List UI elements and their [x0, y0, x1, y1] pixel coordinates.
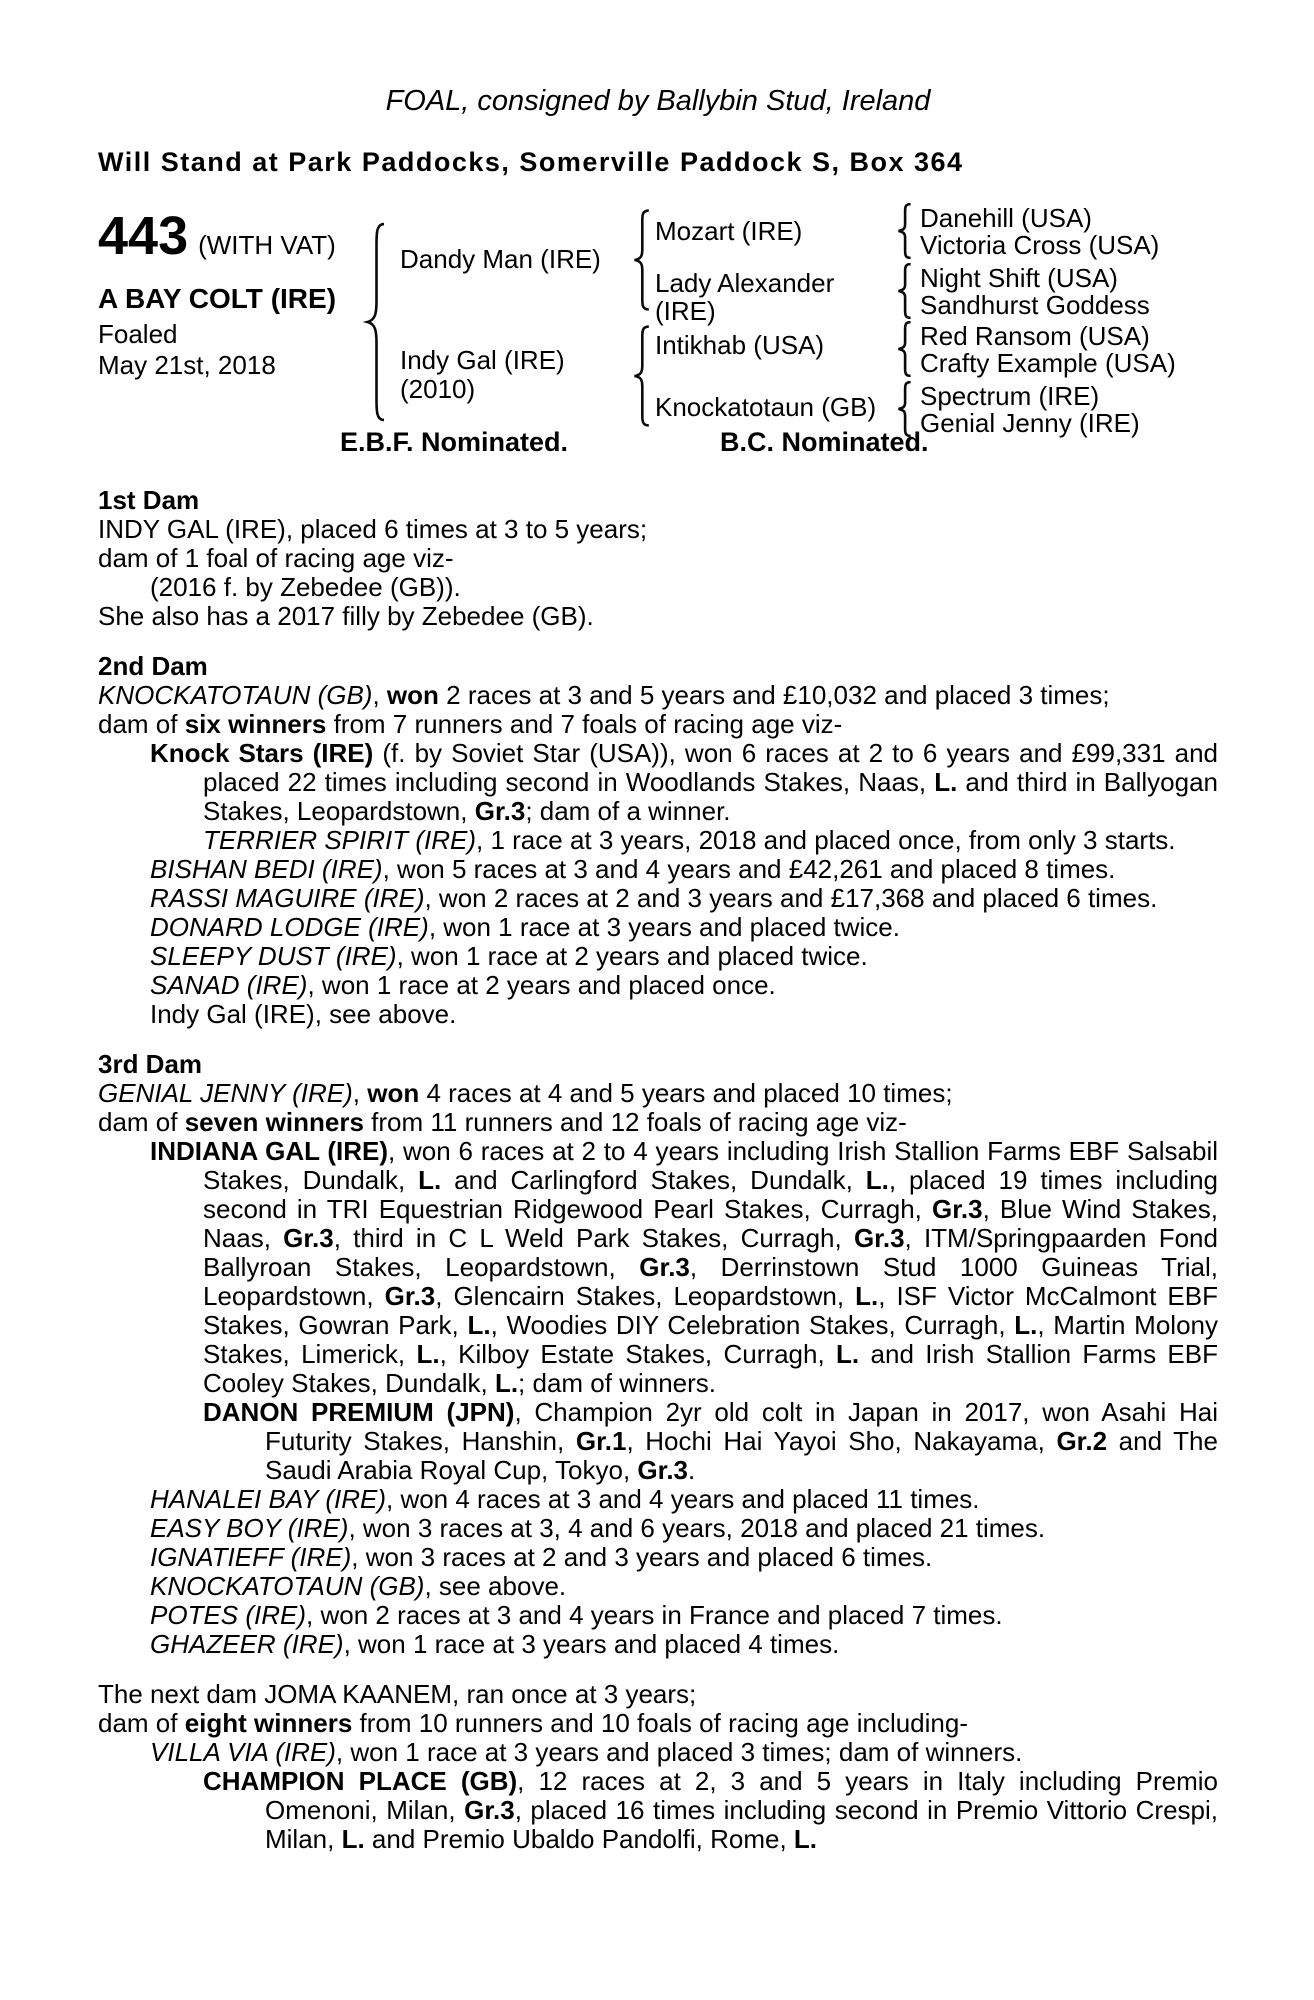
first-dam-heading: 1st Dam — [98, 485, 200, 515]
dam-year: (2010) — [400, 374, 476, 404]
parents-brace-icon — [360, 221, 390, 423]
sire-sire-dam-name: Victoria Cross (USA) — [920, 230, 1160, 260]
dam-sire-name: Intikhab (USA) — [655, 330, 825, 360]
first-dam-section — [98, 486, 1218, 631]
sire-sire-name: Mozart (IRE) — [655, 216, 803, 246]
entry-knock-stars: Knock Stars (IRE) (f. by Soviet Star (USA)), won 6 races at 2 to 6 years and £99,331 and placed 22 times including second in Woodlands Stakes, Naas, L. and third in Ballyogan Stakes, Leopardstown, Gr.3; dam of a winner. — [150, 738, 1218, 826]
entry-terrier-spirit: TERRIER SPIRIT (IRE), 1 race at 3 years, 2018 and placed once, from only 3 starts. — [203, 825, 1176, 855]
sire-parents-brace-icon — [628, 209, 654, 311]
foaled-date: May 21st, 2018 — [98, 350, 276, 380]
gg-brace-3-icon — [893, 321, 915, 377]
pedigree-table — [98, 203, 1218, 465]
entry-villa-via: VILLA VIA (IRE), won 1 race at 3 years and placed 3 times; dam of winners. — [150, 1737, 1023, 1767]
sire-dam-name: Lady Alexander (IRE) — [655, 268, 835, 326]
dam-sire-sire-name: Red Ransom (USA) — [920, 321, 1150, 351]
second-dam-race-record: KNOCKATOTAUN (GB), won 2 races at 3 and 5 years and £10,032 and placed 3 times; — [98, 680, 1110, 710]
entry-potes: POTES (IRE), won 2 races at 3 and 4 years in France and placed 7 times. — [150, 1600, 1003, 1630]
vat-note: (WITH VAT) — [198, 230, 336, 260]
first-dam-race-record: INDY GAL (IRE), placed 6 times at 3 to 5 years; — [98, 514, 648, 544]
gg-brace-2-icon — [893, 263, 915, 319]
second-dam-heading: 2nd Dam — [98, 651, 208, 681]
first-dam-produce-intro: dam of 1 foal of racing age viz- — [98, 543, 454, 573]
next-dam-race-record: The next dam JOMA KAANEM, ran once at 3 years; — [98, 1679, 697, 1709]
sire-name: Dandy Man (IRE) — [400, 244, 601, 274]
ebf-nominated-note: E.B.F. Nominated. — [340, 427, 569, 457]
consignor-line: FOAL, consigned by Ballybin Stud, Ireland — [385, 85, 931, 117]
gg-brace-1-icon — [893, 203, 915, 259]
dam-parents-brace-icon — [628, 325, 654, 427]
entry-hanalei-bay: HANALEI BAY (IRE), won 4 races at 3 and 4 years and placed 11 times. — [150, 1484, 980, 1514]
entry-ignatieff: IGNATIEFF (IRE), won 3 races at 2 and 3 years and placed 6 times. — [150, 1542, 933, 1572]
horse-name: A BAY COLT (IRE) — [98, 283, 337, 314]
entry-knockatotaun: KNOCKATOTAUN (GB), see above. — [150, 1571, 567, 1601]
third-dam-heading: 3rd Dam — [98, 1049, 203, 1079]
entry-rassi-maguire: RASSI MAGUIRE (IRE), won 2 races at 2 and 3 years and £17,368 and placed 6 times. — [150, 883, 1158, 913]
entry-2016-filly: (2016 f. by Zebedee (GB)). — [150, 572, 461, 602]
lot-number: 443 — [98, 206, 189, 266]
sire-dam-dam-name: Sandhurst Goddess — [920, 290, 1150, 320]
stand-location-line: Will Stand at Park Paddocks, Somerville Paddock S, Box 364 — [98, 147, 964, 177]
lot-line — [98, 206, 336, 266]
dam-dam-name: Knockatotaun (GB) — [655, 392, 877, 422]
entry-danon-premium: DANON PREMIUM (JPN), Champion 2yr old colt in Japan in 2017, won Asahi Hai Futurity Stakes, Hanshin, Gr.1, Hochi Hai Yayoi Sho, Nakayama, Gr.2 and The Saudi Arabia Royal Cup, Tokyo, Gr.3. — [203, 1397, 1218, 1485]
sire-dam-sire-name: Night Shift (USA) — [920, 263, 1118, 293]
next-dam-section — [98, 1680, 1218, 1854]
third-dam-produce-intro: dam of seven winners from 11 runners and 12 foals of racing age viz- — [98, 1107, 907, 1137]
dam-sire-dam-name: Crafty Example (USA) — [920, 348, 1176, 378]
entry-bishan-bedi: BISHAN BEDI (IRE), won 5 races at 3 and 4 years and £42,261 and placed 8 times. — [150, 854, 1116, 884]
entry-sleepy-dust: SLEEPY DUST (IRE), won 1 race at 2 years and placed twice. — [150, 941, 868, 971]
dam-dam-dam-name: Genial Jenny (IRE) — [920, 408, 1140, 438]
third-dam-race-record: GENIAL JENNY (IRE), won 4 races at 4 and 5 years and placed 10 times; — [98, 1078, 953, 1108]
sire-sire-sire-name: Danehill (USA) — [920, 203, 1092, 233]
next-dam-produce-intro: dam of eight winners from 10 runners and 10 foals of racing age including- — [98, 1708, 968, 1738]
entry-indy-gal: Indy Gal (IRE), see above. — [150, 999, 457, 1029]
entry-donard-lodge: DONARD LODGE (IRE), won 1 race at 3 years and placed twice. — [150, 912, 900, 942]
third-dam-section — [98, 1050, 1218, 1659]
entry-champion-place: CHAMPION PLACE (GB), 12 races at 2, 3 and 5 years in Italy including Premio Omenoni, Milan, Gr.3, placed 16 times including second in Premio Vittorio Crespi, Milan, L. and Premio Ubaldo Pandolfi, Rome, L. — [203, 1766, 1218, 1854]
bc-nominated-note: B.C. Nominated. — [720, 427, 929, 457]
dam-dam-sire-name: Spectrum (IRE) — [920, 381, 1100, 411]
second-dam-produce-intro: dam of six winners from 7 runners and 7 foals of racing age viz- — [98, 709, 843, 739]
entry-sanad: SANAD (IRE), won 1 race at 2 years and placed once. — [150, 970, 776, 1000]
entry-ghazeer: GHAZEER (IRE), won 1 race at 3 years and placed 4 times. — [150, 1629, 840, 1659]
entry-indiana-gal: INDIANA GAL (IRE), won 6 races at 2 to 4 years including Irish Stallion Farms EBF Salsabil Stakes, Dundalk, L. and Carlingford Stakes, Dundalk, L., placed 19 times including second in TRI Equestrian Ridgewood Pearl Stakes, Curragh, Gr.3, Blue Wind Stakes, Naas, Gr.3, third in C L Weld Park Stakes, Curragh, Gr.3, ITM/Springpaarden Fond Ballyroan Stakes, Leopardstown, Gr.3, Derrinstown Stud 1000 Guineas Trial, Leopardstown, Gr.3, Glencairn Stakes, Leopardstown, L., ISF Victor McCalmont EBF Stakes, Gowran Park, L., Woodies DIY Celebration Stakes, Curragh, L., Martin Molony Stakes, Limerick, L., Kilboy Estate Stakes, Curragh, L. and Irish Stallion Farms EBF Cooley Stakes, Dundalk, L.; dam of winners. — [150, 1136, 1219, 1398]
foaled-label: Foaled — [98, 319, 178, 349]
entry-easy-boy: EASY BOY (IRE), won 3 races at 3, 4 and 6 years, 2018 and placed 21 times. — [150, 1513, 1046, 1543]
dam-name: Indy Gal (IRE) — [400, 345, 565, 375]
second-dam-section — [98, 652, 1218, 1029]
first-dam-note: She also has a 2017 filly by Zebedee (GB). — [98, 601, 594, 631]
